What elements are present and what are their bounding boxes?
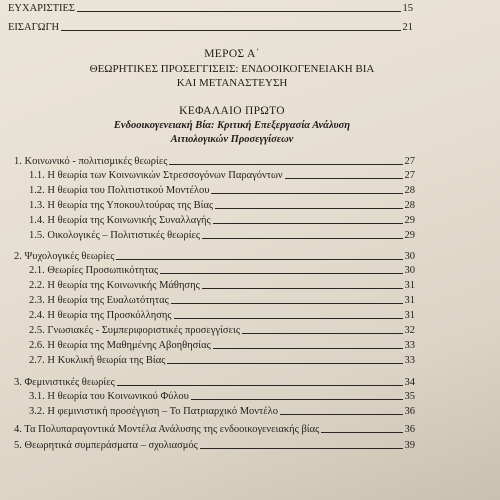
toc-leader-line (61, 29, 400, 31)
chapter-subtitle-line-1: Ενδοοικογενειακή Βία: Κριτική Επεξεργασία Ανάλυση (113, 120, 351, 131)
toc-entry-page: 32 (404, 325, 415, 336)
toc-leader-line (213, 222, 403, 224)
part-label: ΜΕΡΟΣ Α΄ (204, 48, 260, 60)
toc-entry-title: 1.3. Η θεωρία της Υποκουλτούρας της Βίας (29, 200, 214, 211)
toc-entry-page: 33 (404, 355, 415, 366)
toc-entry (29, 215, 415, 226)
toc-entry-title: ΕΥΧΑΡΙΣΤΙΕΣ (8, 3, 76, 14)
toc-entry-page: 29 (404, 215, 415, 226)
toc-leader-line (160, 272, 402, 274)
toc-entry (29, 295, 415, 306)
toc-entry-title: 1. Κοινωνικό - πολιτισμικές θεωρίες (14, 156, 168, 167)
toc-entry-title: ΕΙΣΑΓΩΓΗ (8, 22, 60, 33)
toc-entry-page: 36 (404, 406, 415, 417)
toc-entry (29, 170, 415, 181)
toc-entry (29, 200, 415, 211)
toc-entry (29, 391, 415, 402)
toc-entry-page: 28 (404, 200, 415, 211)
toc-entry (14, 377, 415, 388)
toc-leader-line (191, 398, 403, 400)
toc-entry-page: 31 (404, 280, 415, 291)
toc-leader-line (215, 207, 402, 209)
toc-entry-title: 3.2. Η φεμινιστική προσέγγιση – Το Πατριαρχικό Μοντέλο (29, 406, 279, 417)
toc-entry-page: 35 (404, 391, 415, 402)
toc-leader-line (280, 413, 402, 415)
toc-leader-line (171, 302, 403, 304)
toc-leader-line (174, 317, 403, 319)
toc-entry-page: 36 (404, 424, 415, 435)
chapter-subtitle-line-2: Αιτιολογικών Προσεγγίσεων (170, 134, 294, 145)
toc-entry-page: 31 (404, 310, 415, 321)
toc-entry-page: 33 (404, 340, 415, 351)
toc-entry-title: 2.6. Η θεωρία της Μαθημένης Αβοηθησίας (29, 340, 211, 351)
toc-leader-line (202, 237, 402, 239)
toc-entry (29, 325, 415, 336)
toc-entry-title: 4. Τα Πολυπαραγοντικά Μοντέλα Ανάλυσης της ενδοοικογενειακής βίας (14, 424, 320, 435)
toc-leader-line (211, 192, 402, 194)
toc-entry-title: 2.2. Η θεωρία της Κοινωνικής Μάθησης (29, 280, 200, 291)
toc-entry-title: 1.2. Η θεωρία του Πολιτιστικού Μοντέλου (29, 185, 210, 196)
toc-entry-page: 21 (402, 22, 413, 33)
toc-entry-page: 39 (404, 440, 415, 451)
toc-entry-title: 2.1. Θεωρίες Προσωπικότητας (29, 265, 159, 276)
toc-entry-page: 30 (404, 251, 415, 262)
toc-leader-line (200, 447, 403, 449)
toc-entry-acknowledgements (8, 3, 413, 14)
toc-leader-line (202, 287, 403, 289)
toc-leader-line (213, 347, 403, 349)
toc-entry-page: 29 (404, 230, 415, 241)
toc-entry-title: 5. Θεωρητικά συμπεράσματα – σχολιασμός (14, 440, 198, 451)
toc-entry-page: 15 (402, 3, 413, 14)
toc-entry-title: 1.4. Η θεωρία της Κοινωνικής Συναλλαγής (29, 215, 211, 226)
chapter-label: ΚΕΦΑΛΑΙΟ ΠΡΩΤΟ (179, 105, 285, 117)
toc-entry (14, 251, 415, 262)
toc-entry (14, 424, 415, 435)
toc-entry-title: 2.4. Η θεωρία της Προσκόλλησης (29, 310, 172, 321)
part-title-line-2: ΚΑΙ ΜΕΤΑΝΑΣΤΕΥΣΗ (176, 77, 288, 89)
toc-leader-line (117, 384, 403, 386)
toc-entry-title: 2.7. Η Κυκλική θεωρία της Βίας (29, 355, 166, 366)
toc-entry-page: 27 (404, 170, 415, 181)
toc-entry-title: 2.5. Γνωσιακές - Συμπεριφοριστικές προσεγγίσεις (29, 325, 240, 336)
toc-leader-line (167, 362, 402, 364)
toc-entry (29, 265, 415, 276)
toc-leader-line (169, 163, 402, 165)
toc-leader-line (321, 431, 402, 433)
toc-entry-page: 28 (404, 185, 415, 196)
toc-entry-page: 27 (404, 156, 415, 167)
toc-entry-title: 1.5. Οικολογικές – Πολιτιστικές θεωρίες (29, 230, 201, 241)
toc-entry (14, 440, 415, 451)
toc-leader-line (285, 177, 403, 179)
toc-entry (14, 156, 415, 167)
toc-entry (29, 406, 415, 417)
part-title-line-1: ΘΕΩΡΗΤΙΚΕΣ ΠΡΟΣΕΓΓΙΣΕΙΣ: ΕΝΔΟΟΙΚΟΓΕΝΕΙΑΚΗ ΒΙΑ (89, 63, 375, 75)
toc-entry (29, 230, 415, 241)
toc-entry-page: 31 (404, 295, 415, 306)
toc-entry (29, 310, 415, 321)
toc-entry-page: 34 (404, 377, 415, 388)
toc-leader-line (242, 332, 403, 334)
toc-entry (29, 185, 415, 196)
toc-leader-line (77, 10, 400, 12)
toc-entry-title: 2. Ψυχολογικές θεωρίες (14, 251, 115, 262)
toc-entry-title: 2.3. Η θεωρία της Ευαλωτότητας (29, 295, 169, 306)
toc-entry-title: 3.1. Η θεωρία του Κοινωνικού Φύλου (29, 391, 189, 402)
toc-entry-introduction (8, 22, 413, 33)
toc-leader-line (116, 258, 402, 260)
toc-entry (29, 355, 415, 366)
toc-entry-title: 1.1. Η θεωρία των Κοινωνικών Στρεσσογόνων Παραγόντων (29, 170, 283, 181)
toc-entry (29, 340, 415, 351)
toc-entry-title: 3. Φεμινιστικές θεωρίες (14, 377, 115, 388)
toc-entry (29, 280, 415, 291)
toc-entry-page: 30 (404, 265, 415, 276)
